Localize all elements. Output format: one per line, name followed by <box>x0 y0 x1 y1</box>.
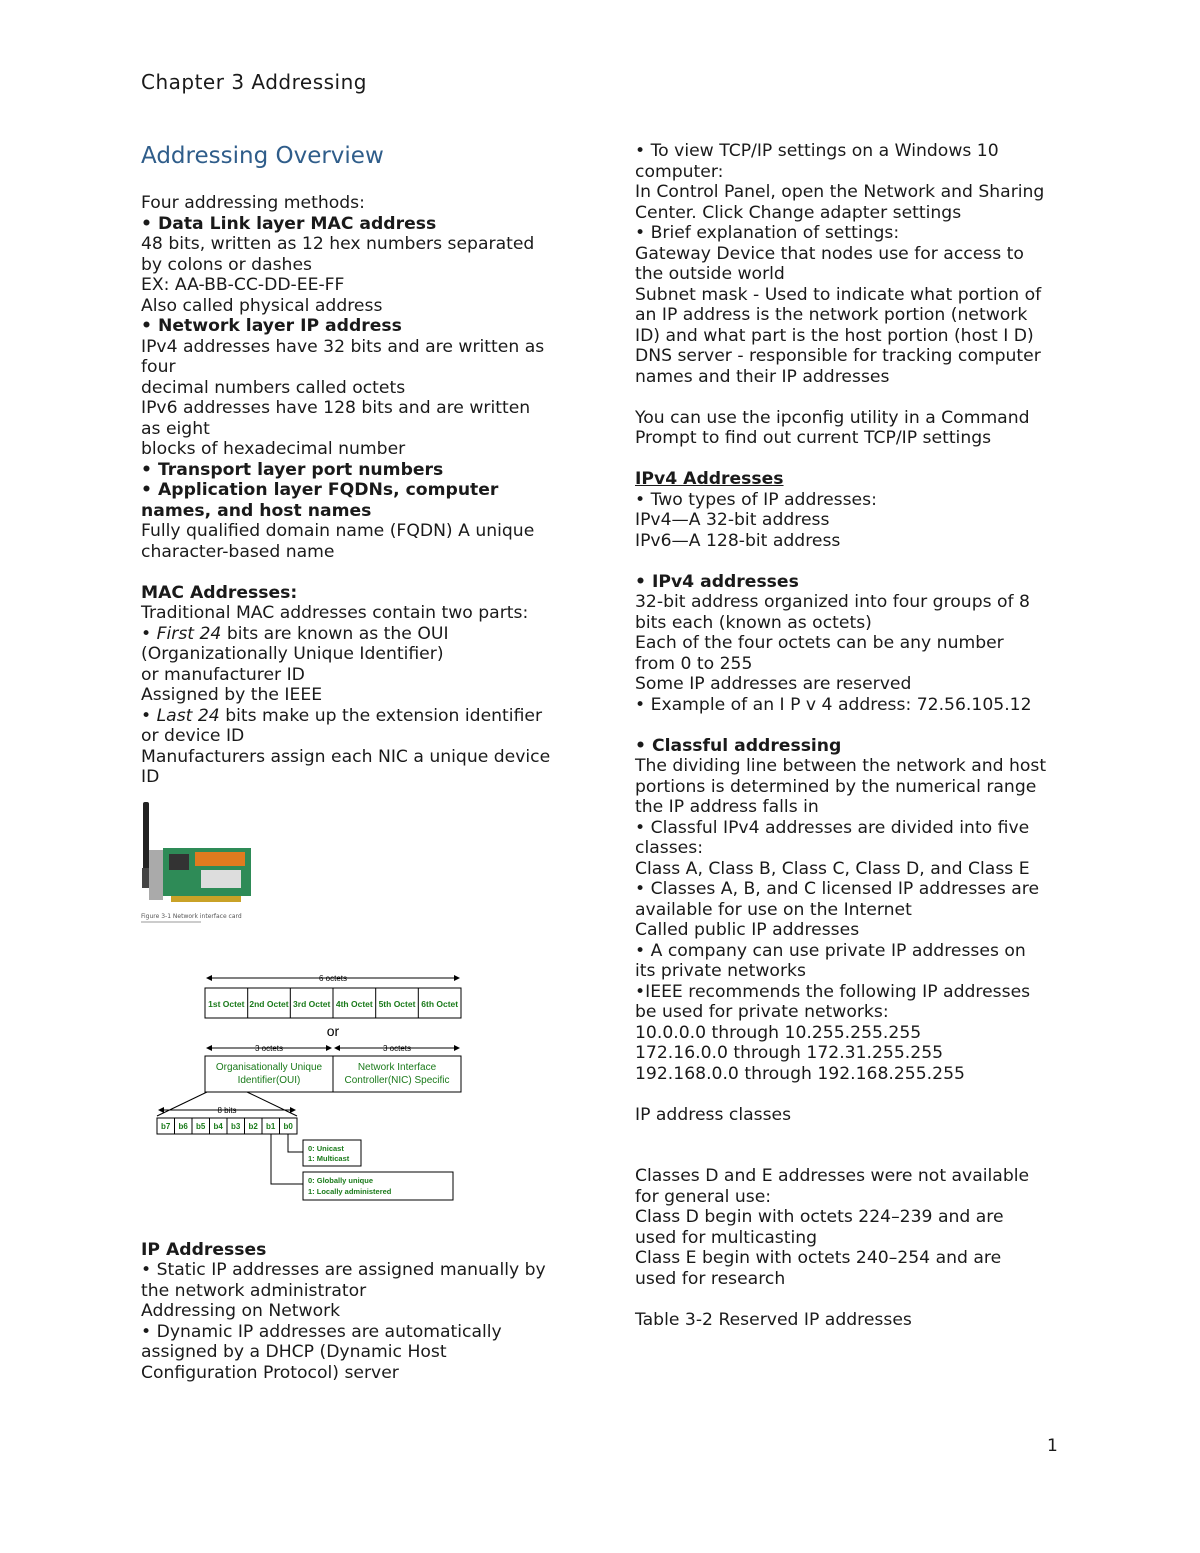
right-text-line: IPv4—A 32-bit address <box>635 510 830 530</box>
right-text-line: 10.0.0.0 through 10.255.255.255 <box>635 1022 922 1043</box>
cast-line1: 0: Unicast <box>308 1143 344 1153</box>
right-text-line: Classes D and E addresses were not available <box>635 1166 1030 1186</box>
right-text-line: ID) and what part is the host portion (host I D) <box>635 325 1034 346</box>
right-text-line: • Example of an I P v 4 address: 72.56.105.12 <box>635 694 1032 715</box>
right-text-line: Class A, Class B, Class C, Class D, and Class E <box>635 858 1030 879</box>
page-number: 1 <box>1047 1436 1058 1456</box>
left-text-line: Configuration Protocol) server <box>141 1362 399 1383</box>
right-text-line: 192.168.0.0 through 192.168.255.255 <box>635 1063 965 1084</box>
mac-structure-diagram <box>153 970 473 1230</box>
bit-b7: b7 <box>161 1121 171 1131</box>
left-text-line: EX: AA-BB-CC-DD-EE-FF <box>141 275 345 295</box>
blank-line <box>635 551 1065 572</box>
oui-last-emphasis: Last 24 <box>156 705 220 726</box>
right-text-line: available for use on the Internet <box>635 899 912 920</box>
left-text-line: or device ID <box>141 726 245 746</box>
left-text-line: names, and host names <box>141 500 372 521</box>
or-label: or <box>326 1022 340 1039</box>
left-text-block-b <box>141 644 571 706</box>
left-text-line: • Transport layer port numbers <box>141 459 444 480</box>
blank-line <box>635 1146 1065 1167</box>
left-text-line: Fully qualified domain name (FQDN) A unique <box>141 521 535 541</box>
left-text-line: • Application layer FQDNs, computer <box>141 480 499 500</box>
left-text-line: • Dynamic IP addresses are automatically <box>141 1321 502 1342</box>
bit-b0: b0 <box>283 1121 293 1131</box>
right-text-line: classes: <box>635 838 703 858</box>
right-text-line: IPv4 Addresses <box>635 469 784 489</box>
octet-5: 5th Octet <box>378 998 416 1009</box>
left-text-line: • Static IP addresses are assigned manually by <box>141 1260 546 1280</box>
blank-line <box>141 562 571 583</box>
right-text-line: be used for private networks: <box>635 1002 889 1022</box>
left-text-block-c <box>141 726 571 788</box>
right-column <box>635 141 1065 1330</box>
right-text-line: • To view TCP/IP settings on a Windows 10 <box>635 141 999 161</box>
left-text-line: IP Addresses <box>141 1239 267 1260</box>
left-text-line: Addressing on Network <box>141 1301 341 1321</box>
right-text-line: • Classful IPv4 addresses are divided into five <box>635 817 1030 838</box>
figure-caption: Figure 3-1 Network interface card <box>141 912 242 920</box>
oui-box-line2: Identifier(OUI) <box>237 1074 301 1086</box>
right-text-line: • IPv4 addresses <box>635 571 799 592</box>
blank-line <box>635 1125 1065 1146</box>
right-text-line: bits each (known as octets) <box>635 612 872 633</box>
span-label-3-octets-right: 3 octets <box>382 1043 412 1053</box>
right-text-line: IP address classes <box>635 1104 792 1125</box>
oui-first-line: • First 24 bits are known as the OUI <box>141 623 449 644</box>
left-text-line: or manufacturer ID <box>141 664 305 685</box>
left-text-line: ID <box>141 767 160 787</box>
right-text-line: the outside world <box>635 264 785 284</box>
left-text-block-a <box>141 193 571 624</box>
admin-line1: 0: Globally unique <box>308 1175 374 1185</box>
oui-last-line: • Last 24 bits make up the extension identifier <box>141 705 543 726</box>
right-text-line: • Brief explanation of settings: <box>635 223 900 243</box>
bit-b2: b2 <box>248 1121 258 1131</box>
right-text-line: 172.16.0.0 through 172.31.255.255 <box>635 1043 944 1063</box>
octet-2: 2nd Octet <box>249 998 289 1009</box>
section-heading: Addressing Overview <box>141 143 384 169</box>
bit-b5: b5 <box>196 1121 206 1131</box>
right-text-line: an IP address is the network portion (network <box>635 305 1028 325</box>
right-text-line: used for multicasting <box>635 1227 818 1248</box>
antenna-shape <box>143 802 149 872</box>
left-text-line: (Organizationally Unique Identifier) <box>141 644 444 664</box>
bit-b4: b4 <box>213 1121 223 1131</box>
left-text-line: as eight <box>141 418 210 439</box>
right-text-line: Called public IP addresses <box>635 920 860 940</box>
right-text-line: Class D begin with octets 224–239 and are <box>635 1207 1004 1227</box>
right-text-line: from 0 to 255 <box>635 653 753 674</box>
left-text-line: • Data Link layer MAC address <box>141 213 437 234</box>
right-text-line: Some IP addresses are reserved <box>635 674 912 694</box>
left-text-line: Traditional MAC addresses contain two parts: <box>141 603 529 623</box>
left-text-block-d <box>141 1240 571 1384</box>
octet-4: 4th Octet <box>335 998 373 1009</box>
right-text-line: • Classful addressing <box>635 735 842 756</box>
right-text-line: In Control Panel, open the Network and Sharing <box>635 182 1045 202</box>
right-text-line: portions is determined by the numerical range <box>635 776 1037 797</box>
right-text-line: names and their IP addresses <box>635 366 890 387</box>
blank-line <box>635 449 1065 470</box>
left-text-line: Manufacturers assign each NIC a unique device <box>141 746 551 767</box>
page-title: Chapter 3 Addressing <box>141 70 367 94</box>
bit-b6: b6 <box>178 1121 188 1131</box>
right-text-line: Each of the four octets can be any number <box>635 633 1004 653</box>
right-text-line: • Classes A, B, and C licensed IP addresses are <box>635 879 1040 899</box>
cast-line2: 1: Multicast <box>308 1153 350 1163</box>
bit-b3: b3 <box>231 1121 241 1131</box>
left-text-line: blocks of hexadecimal number <box>141 439 406 459</box>
right-text-line: used for research <box>635 1268 786 1289</box>
blank-line <box>635 387 1065 408</box>
span-label-8-bits: 8 bits <box>217 1105 237 1115</box>
span-label-3-octets-left: 3 octets <box>254 1043 284 1053</box>
octet-row <box>205 988 461 1018</box>
right-text-line: IPv6—A 128-bit address <box>635 530 841 551</box>
oui-first-emphasis: First 24 <box>156 623 222 644</box>
right-text-line: Center. Click Change adapter settings <box>635 202 962 223</box>
mac-diagram-svg <box>153 970 473 1230</box>
left-text-line: • Network layer IP address <box>141 316 402 336</box>
right-text-line: • A company can use private IP addresses on <box>635 940 1026 961</box>
right-text-line: for general use: <box>635 1186 772 1207</box>
network-card-image <box>141 800 261 930</box>
left-text-line: Assigned by the IEEE <box>141 685 323 705</box>
right-text-line: • Two types of IP addresses: <box>635 489 877 510</box>
octet-6: 6th Octet <box>421 998 459 1009</box>
octet-1: 1st Octet <box>208 998 245 1009</box>
right-text-line: •IEEE recommends the following IP addresses <box>635 981 1031 1002</box>
bit-b1: b1 <box>266 1121 276 1131</box>
left-text-line: IPv4 addresses have 32 bits and are written as <box>141 336 545 357</box>
nic-box-line2: Controller(NIC) Specific <box>344 1074 450 1086</box>
blank-line <box>635 1289 1065 1310</box>
right-text-block <box>635 141 1065 1330</box>
admin-line2: 1: Locally administered <box>308 1186 392 1196</box>
blank-line <box>635 1084 1065 1105</box>
right-text-line: DNS server - responsible for tracking computer <box>635 346 1041 366</box>
left-text-line: character-based name <box>141 541 335 562</box>
oui-box-line1: Organisationally Unique <box>215 1061 323 1073</box>
nic-figure <box>141 800 261 930</box>
right-text-line: 32-bit address organized into four groups of 8 <box>635 592 1030 612</box>
span-label-6-octets: 6 octets <box>318 973 348 983</box>
blank-line <box>635 715 1065 736</box>
left-text-line: 48 bits, written as 12 hex numbers separated <box>141 234 535 254</box>
right-text-line: computer: <box>635 161 724 182</box>
left-text-line: the network administrator <box>141 1280 367 1301</box>
right-text-line: You can use the ipconfig utility in a Command <box>635 407 1030 428</box>
nic-box-line1: Network Interface <box>357 1061 437 1073</box>
right-text-line: Prompt to find out current TCP/IP settings <box>635 428 992 448</box>
left-text-line: decimal numbers called octets <box>141 377 406 398</box>
right-text-line: Class E begin with octets 240–254 and are <box>635 1248 1002 1268</box>
octet-3: 3rd Octet <box>293 998 331 1009</box>
right-text-line: The dividing line between the network and host <box>635 756 1047 776</box>
left-column <box>141 141 571 1383</box>
left-text-line: four <box>141 357 176 377</box>
left-text-line: Four addressing methods: <box>141 193 365 213</box>
right-text-line: its private networks <box>635 961 806 981</box>
left-text-line: by colons or dashes <box>141 254 312 275</box>
left-text-line: MAC Addresses: <box>141 582 298 603</box>
right-text-line: Gateway Device that nodes use for access to <box>635 243 1024 264</box>
left-text-line: assigned by a DHCP (Dynamic Host <box>141 1342 447 1362</box>
right-text-line: Table 3-2 Reserved IP addresses <box>635 1309 912 1330</box>
right-text-line: Subnet mask - Used to indicate what portion of <box>635 284 1042 305</box>
bits-row <box>157 1118 297 1134</box>
left-text-line: Also called physical address <box>141 295 383 316</box>
left-text-line: IPv6 addresses have 128 bits and are written <box>141 398 531 418</box>
right-text-line: the IP address falls in <box>635 797 819 817</box>
